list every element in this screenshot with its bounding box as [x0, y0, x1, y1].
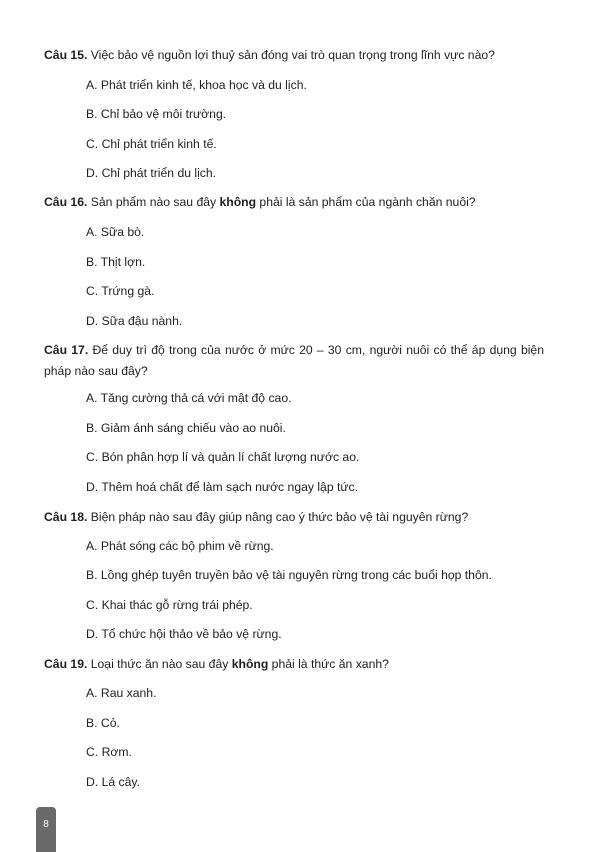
question-text-before: Sản phẩm nào sau đây [87, 195, 220, 209]
question-text: Để duy trì độ trong của nước ở mức 20 – 30 cm, người nuôi có thể áp dụng biện pháp nào sau đây? [44, 343, 544, 378]
question-18 [44, 507, 544, 528]
question-label: Câu 19. [44, 657, 88, 671]
question-text: Việc bảo vệ nguồn lợi thuỷ sản đóng vai trò quan trọng trong lĩnh vực nào? [87, 48, 495, 62]
question-label: Câu 16. [44, 195, 88, 209]
option-d[interactable]: D. Tổ chức hội thảo về bảo vệ rừng. [86, 627, 282, 641]
option-c[interactable]: C. Rơm. [86, 745, 132, 759]
option-b[interactable]: B. Lồng ghép tuyên truyền bảo vệ tài nguyên rừng trong các buổi họp thôn. [86, 568, 492, 582]
question-label: Câu 17. [44, 343, 89, 357]
option-c[interactable]: C. Trứng gà. [86, 284, 155, 298]
option-a[interactable]: A. Phát triển kinh tế, khoa học và du lịch. [86, 78, 307, 92]
option-d[interactable]: D. Thêm hoá chất để làm sạch nước ngay lập tức. [86, 480, 359, 494]
question-label: Câu 15. [44, 48, 88, 62]
option-b[interactable]: B. Chỉ bảo vệ môi trường. [86, 107, 227, 121]
option-a[interactable]: A. Phát sóng các bộ phim về rừng. [86, 539, 274, 553]
question-19 [44, 654, 544, 675]
option-c[interactable]: C. Bón phân hợp lí và quản lí chất lượng nước ao. [86, 450, 360, 464]
question-label: Câu 18. [44, 510, 88, 524]
page-number: 8 [43, 819, 49, 830]
question-emphasis: không [219, 195, 257, 209]
page-number-tab [36, 807, 56, 852]
option-a[interactable]: A. Rau xanh. [86, 686, 157, 700]
question-16 [44, 192, 544, 213]
question-emphasis: không [231, 657, 269, 671]
option-c[interactable]: C. Khai thác gỗ rừng trái phép. [86, 598, 253, 612]
option-b[interactable]: B. Cỏ. [86, 716, 120, 730]
question-17 [44, 340, 544, 382]
question-text-before: Loại thức ăn nào sau đây [87, 657, 232, 671]
option-d[interactable]: D. Sữa đậu nành. [86, 314, 183, 328]
question-15 [44, 45, 544, 66]
option-a[interactable]: A. Sữa bò. [86, 225, 145, 239]
question-text-after: phải là sản phẩm của ngành chăn nuôi? [256, 195, 476, 209]
option-d[interactable]: D. Lá cây. [86, 775, 140, 789]
option-d[interactable]: D. Chỉ phát triển du lịch. [86, 166, 217, 180]
option-a[interactable]: A. Tăng cường thả cá với mật độ cao. [86, 391, 292, 405]
option-c[interactable]: C. Chỉ phát triển kinh tế. [86, 137, 217, 151]
question-text-after: phải là thức ăn xanh? [268, 657, 389, 671]
option-b[interactable]: B. Thịt lợn. [86, 255, 146, 269]
question-text: Biện pháp nào sau đây giúp nâng cao ý thức bảo vệ tài nguyên rừng? [87, 510, 469, 524]
option-b[interactable]: B. Giảm ánh sáng chiếu vào ao nuôi. [86, 421, 286, 435]
